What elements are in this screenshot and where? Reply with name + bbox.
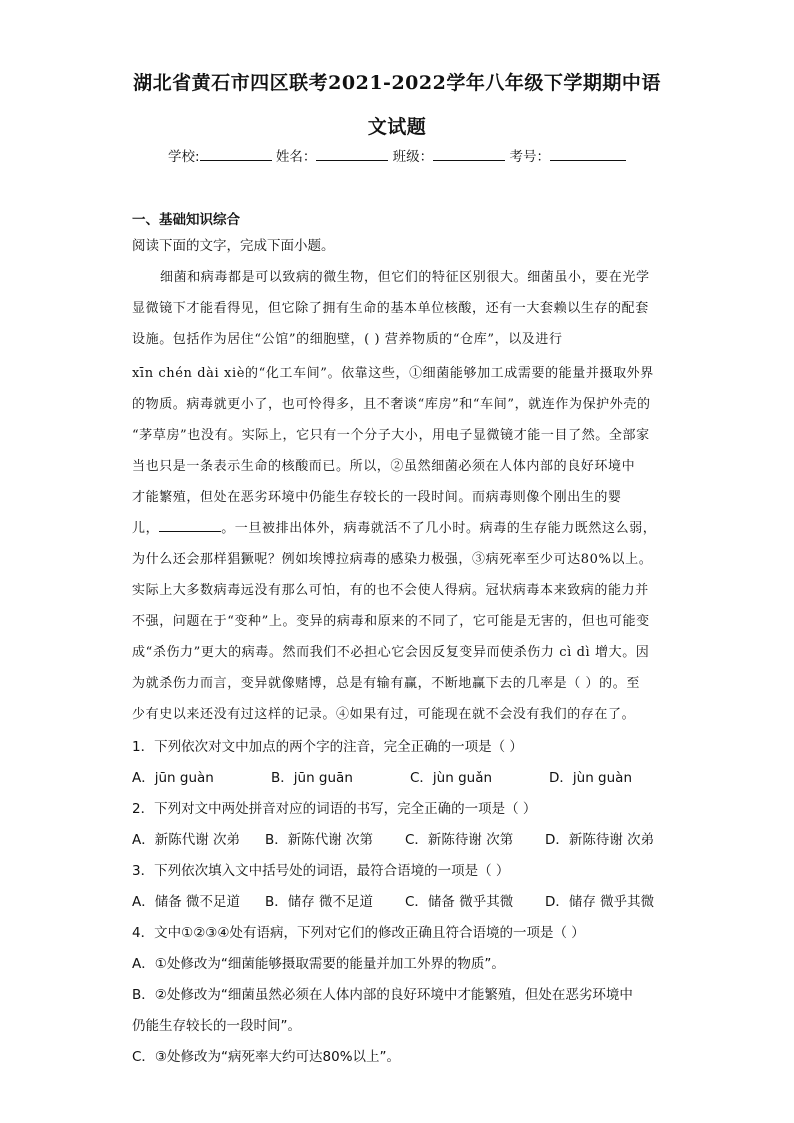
name-blank[interactable] xyxy=(316,148,388,161)
passage-line: 才能繁殖，但处在恶劣环境中仍能生存较长的一段时间。而病毒则像个刚出生的婴 xyxy=(132,490,622,505)
passage-line: 显微镜下才能看得见，但它除了拥有生命的基本单位核酸，还有一大套赖以生存的配套 xyxy=(132,301,649,316)
name-label: 姓名： xyxy=(275,149,317,165)
school-label: 学校: xyxy=(168,149,200,165)
q4-option-b[interactable]: B．②处修改为“细菌虽然必须在人体内部的良好环境中才能繁殖，但处在恶劣环境中 xyxy=(132,987,633,1003)
exam-title-line2: 文试题 xyxy=(367,116,427,138)
passage-line: 的物质。病毒就更小了，也可怜得多，且不奢谈“库房”和“车间”，就连作为保护外壳的 xyxy=(132,397,651,412)
passage-line: xīn chén dài xiè的“化工车间”。依靠这些，①细菌能够加工成需要的能量并摄取外界 xyxy=(132,366,654,381)
q2-option-c[interactable]: C．新陈待谢 次第 xyxy=(405,832,514,848)
passage-line: 少有史以来还没有过这样的记录。④如果有过，可能现在就不会没有我们的存在了。 xyxy=(132,707,636,722)
passage-line: 为什么还会那样猖獗呢？例如埃博拉病毒的感染力极强，③病死率至少可达80%以上。 xyxy=(132,552,653,567)
q2-option-b[interactable]: B．新陈代谢 次第 xyxy=(265,832,374,848)
passage-line: 当也只是一条表示生命的核酸而已。所以，②虽然细菌必须在人体内部的良好环境中 xyxy=(132,459,636,474)
number-label: 考号： xyxy=(509,149,550,165)
q3-option-d[interactable]: D．储存 微乎其微 xyxy=(545,894,655,910)
q4-option-c[interactable]: C．③处修改为“病死率大约可达80%以上”。 xyxy=(132,1049,401,1065)
q3-option-b[interactable]: B．储存 微不足道 xyxy=(265,894,374,910)
passage-line-with-blank xyxy=(132,517,656,536)
question-4-stem: 4．文中①②③④处有语病，下列对它们的修改正确且符合语境的一项是（ ） xyxy=(132,925,585,941)
q1-option-d[interactable]: D．jùn guàn xyxy=(549,770,633,786)
question-1-stem: 1．下列依次对文中加点的两个字的注音，完全正确的一项是（ ） xyxy=(132,739,523,755)
passage-fragment: 儿， xyxy=(132,521,160,536)
class-blank[interactable] xyxy=(433,148,505,161)
q1-option-a[interactable]: A．jūn guàn xyxy=(132,770,214,786)
passage-line: 实际上大多数病毒远没有那么可怕，有的也不会使人得病。冠状病毒本来致病的能力并 xyxy=(132,583,649,598)
fill-blank[interactable] xyxy=(159,521,221,532)
q2-option-d[interactable]: D．新陈待谢 次弟 xyxy=(545,832,655,848)
passage-line: 为就杀伤力而言，变异就像赌博，总是有输有赢，不断地赢下去的几率是（ ）的。至 xyxy=(132,676,640,691)
q3-option-c[interactable]: C．储备 微乎其微 xyxy=(405,894,514,910)
number-blank[interactable] xyxy=(550,148,626,161)
q1-option-b[interactable]: B．jūn guān xyxy=(271,770,353,786)
passage-line: 设施。包括作为居住“公馆”的细胞壁，( ) 营养物质的“仓库”，以及进行 xyxy=(132,332,563,347)
q3-option-a[interactable]: A．储备 微不足道 xyxy=(132,894,241,910)
q2-option-a[interactable]: A．新陈代谢 次弟 xyxy=(132,832,241,848)
school-blank[interactable] xyxy=(200,148,272,161)
q4-option-b-continued: 仍能生存较长的一段时间”。 xyxy=(132,1018,301,1034)
class-label: 班级： xyxy=(392,149,434,165)
student-info-row xyxy=(0,145,794,165)
q4-option-a[interactable]: A．①处修改为“细菌能够摄取需要的能量并加工外界的物质”。 xyxy=(132,956,505,972)
exam-title-line1: 湖北省黄石市四区联考2021-2022学年八年级下学期期中语 xyxy=(133,72,661,94)
question-3-stem: 3．下列依次填入文中括号处的词语，最符合语境的一项是（ ） xyxy=(132,863,510,879)
passage-line: 不强，问题在于“变种”上。变异的病毒和原来的不同了，它可能是无害的，但也可能变 xyxy=(132,614,650,629)
question-2-stem: 2．下列对文中两处拼音对应的词语的书写，完全正确的一项是（ ） xyxy=(132,801,537,817)
q1-option-c[interactable]: C．jùn guǎn xyxy=(410,770,493,786)
reading-instruction: 阅读下面的文字，完成下面小题。 xyxy=(132,238,335,254)
passage-line: “茅草房”也没有。实际上，它只有一个分子大小，用电子显微镜才能一目了然。全部家 xyxy=(132,428,650,443)
section-heading: 一、基础知识综合 xyxy=(132,212,240,228)
passage-fragment: 。一旦被排出体外，病毒就活不了几小时。病毒的生存能力既然这么弱， xyxy=(221,521,657,536)
passage-line: 细菌和病毒都是可以致病的微生物，但它们的特征区别很大。细菌虽小，要在光学 xyxy=(160,270,650,285)
passage-line: 成“杀伤力”更大的病毒。然而我们不必担心它会因反复变异而使杀伤力 cì dì 增大。因 xyxy=(132,645,650,660)
